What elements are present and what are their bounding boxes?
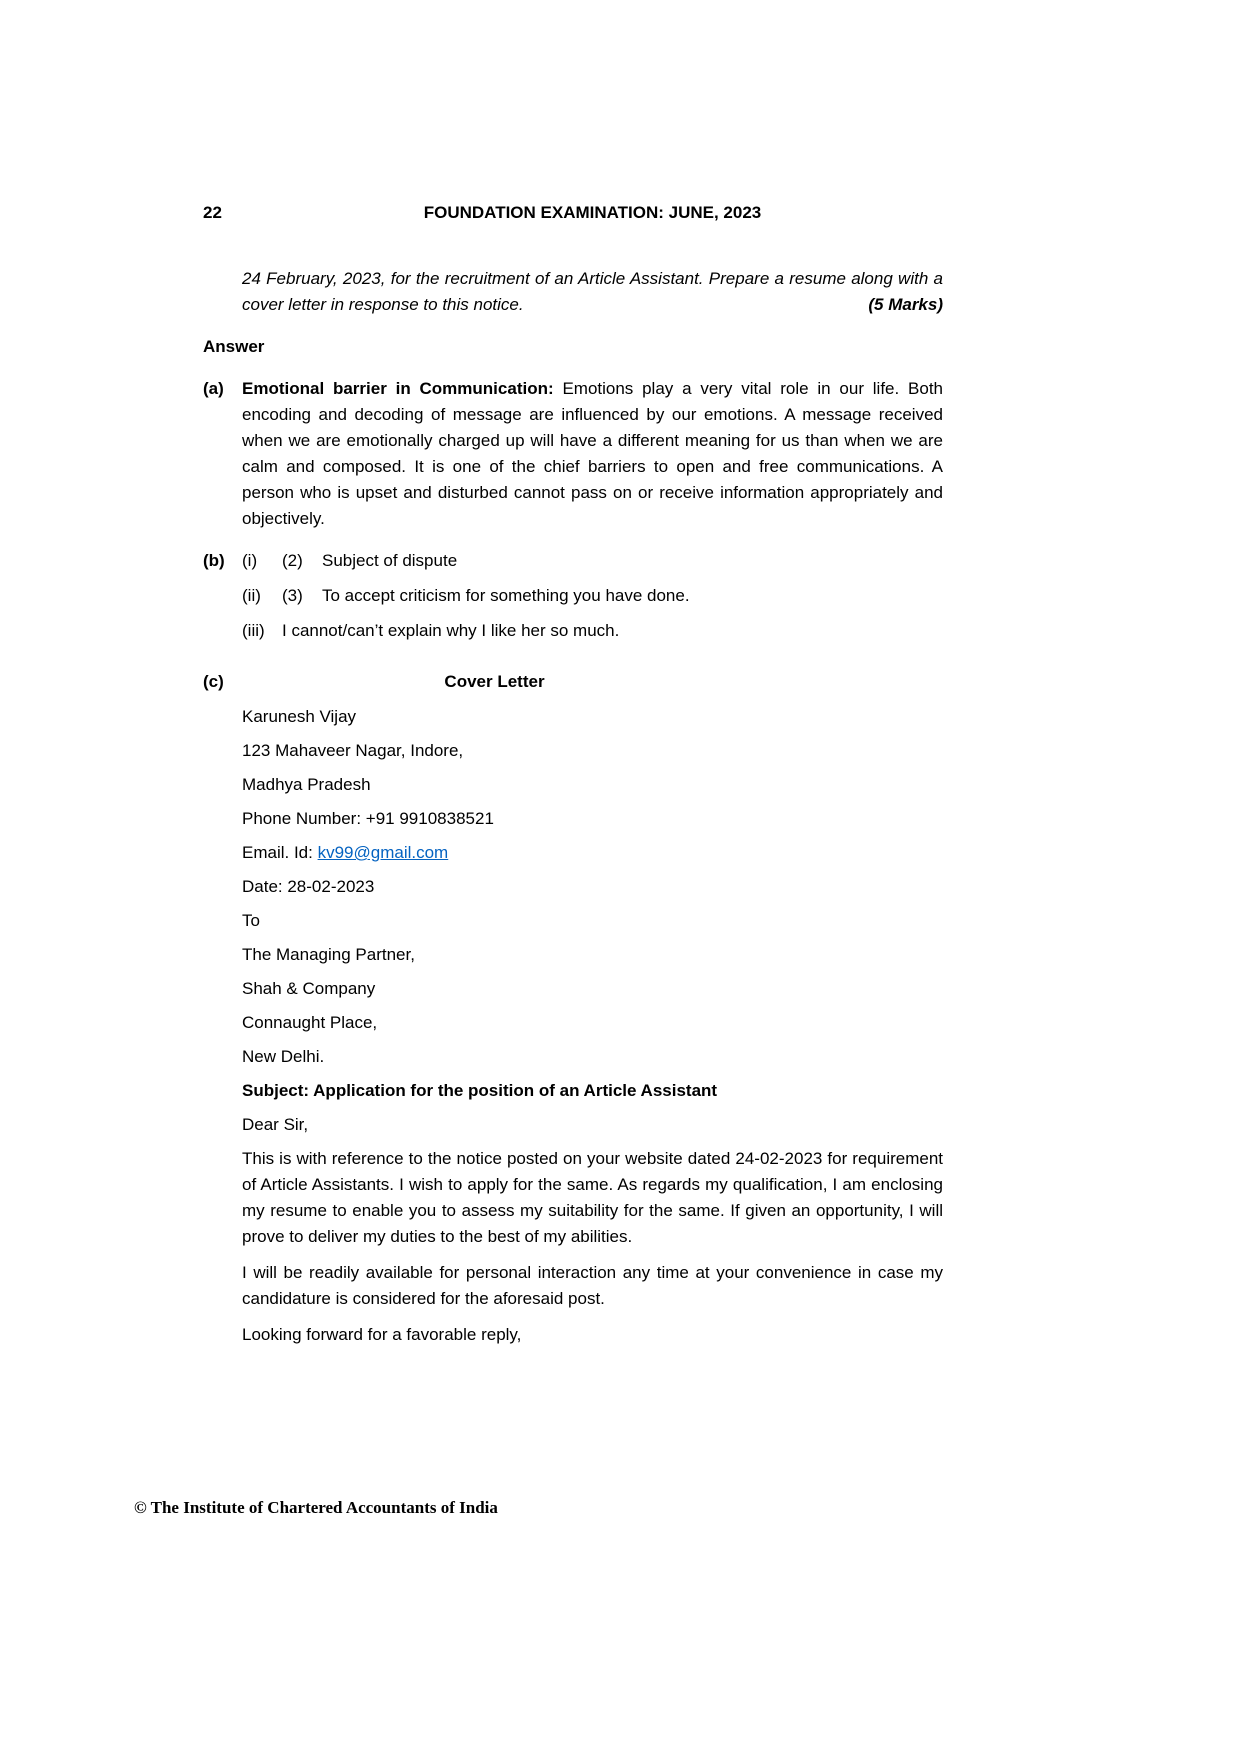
salutation: Dear Sir, [242, 1115, 309, 1134]
subject-line: Subject: Application for the position of an Article Assistant [242, 1081, 718, 1100]
item-b-body [242, 548, 943, 653]
recipient-line: To [242, 911, 260, 930]
cover-letter-title: Cover Letter [444, 672, 545, 691]
email-link[interactable]: kv99@gmail.com [317, 843, 449, 862]
recipient-line: Connaught Place, [242, 1013, 378, 1032]
list-item-text: To accept criticism for something you have done. [322, 586, 690, 605]
answer-item-b [203, 548, 943, 653]
list-item-number: (i) [242, 551, 258, 570]
item-a-label: (a) [203, 379, 224, 398]
phone-line: Phone Number: +91 9910838521 [242, 809, 494, 828]
recipient-line: New Delhi. [242, 1047, 325, 1066]
answer-item-a [203, 376, 943, 532]
letter-paragraph: This is with reference to the notice posted on your website dated 24-02-2023 for requirement of Article Assistants. I wish to apply for the same. As regards my qualification, I am enclosing my resume to enable you to assess my suitability for the same. If given an opportunity, I will prove to deliver my duties to the best of my abilities. [242, 1149, 943, 1246]
item-a-text: Emotions play a very vital role in our life. Both encoding and decoding of message are influenced by our emotions. A message received when we are emotionally charged up will have a different meaning for us than when we are calm and composed. It is one of the chief barriers to open and free communications. A person who is upset and disturbed cannot pass on or receive information appropriately and objectively. [242, 379, 943, 528]
list-item-text: I cannot/can’t explain why I like her so much. [282, 621, 620, 640]
sender-name: Karunesh Vijay [242, 707, 357, 726]
sender-address-line: 123 Mahaveer Nagar, Indore, [242, 741, 464, 760]
letter-paragraph: I will be readily available for personal interaction any time at your convenience in case my candidature is considered for the aforesaid post. [242, 1263, 943, 1308]
exam-title: FOUNDATION EXAMINATION: JUNE, 2023 [423, 203, 762, 222]
item-c-body [242, 669, 943, 1358]
list-item [242, 583, 943, 609]
question-text: 24 February, 2023, for the recruitment of an Article Assistant. Prepare a resume along with a cover letter in response to this notice. [242, 269, 943, 314]
answer-heading: Answer [203, 337, 265, 356]
page-header [203, 200, 943, 226]
question-paragraph [242, 266, 943, 318]
question-marks: (5 Marks) [868, 292, 943, 318]
list-item-text: Subject of dispute [322, 551, 458, 570]
recipient-line: Shah & Company [242, 979, 376, 998]
recipient-line: The Managing Partner, [242, 945, 415, 964]
email-label: Email. Id: [242, 843, 313, 862]
list-item-subnumber: (2) [282, 551, 303, 570]
page-content [203, 200, 943, 1358]
letter-paragraph: Looking forward for a favorable reply, [242, 1325, 522, 1344]
list-item-number: (ii) [242, 586, 261, 605]
page-number: 22 [203, 203, 222, 222]
item-a-body [242, 376, 943, 532]
item-c-label: (c) [203, 672, 224, 691]
date-line: Date: 28-02-2023 [242, 877, 375, 896]
answer-item-c [203, 669, 943, 1358]
list-item [242, 618, 943, 644]
item-a-title: Emotional barrier in Communication: [242, 379, 554, 398]
list-item [242, 548, 943, 574]
copyright-footer: © The Institute of Chartered Accountants of India [134, 1498, 498, 1517]
item-b-label: (b) [203, 551, 225, 570]
list-item-subnumber: (3) [282, 586, 303, 605]
list-item-number: (iii) [242, 621, 265, 640]
email-line [242, 840, 943, 866]
sender-address-line: Madhya Pradesh [242, 775, 371, 794]
